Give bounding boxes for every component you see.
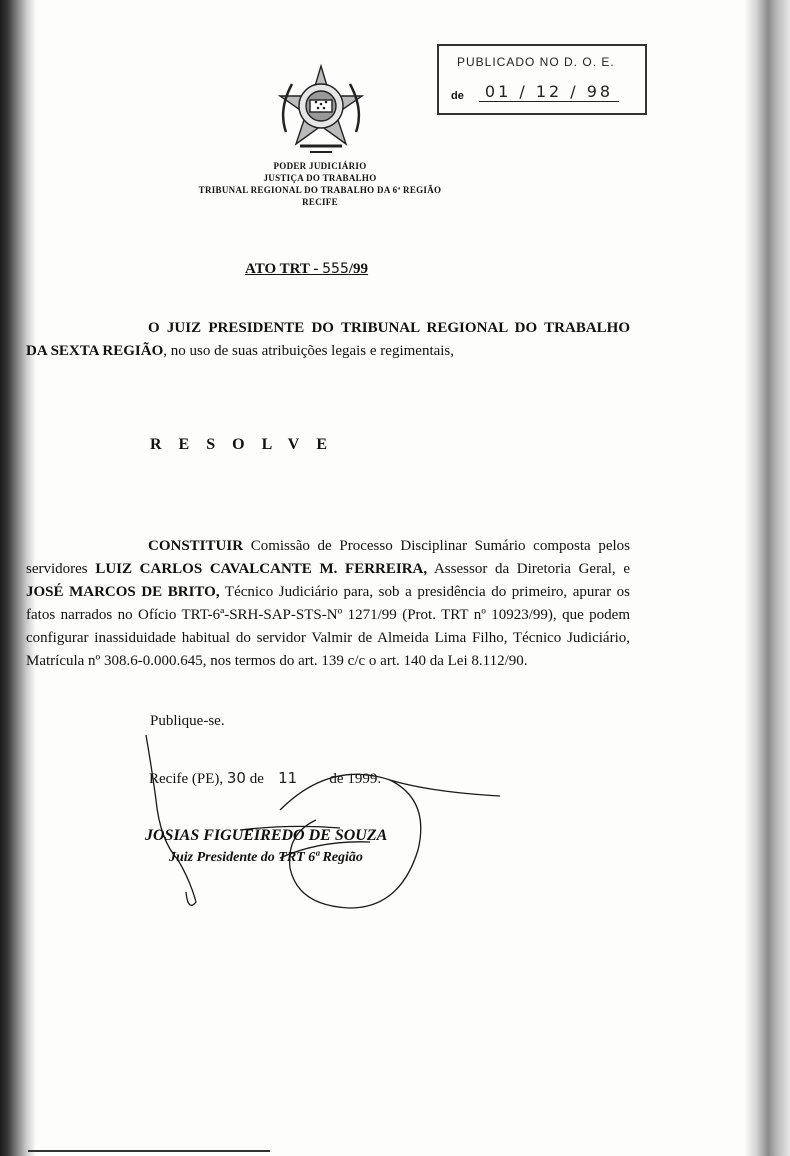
intro-rest: , no uso de suas atribuições legais e regimentais, [163, 343, 455, 359]
bottom-rule [28, 1150, 270, 1152]
resolve-heading: RESOLVE [150, 436, 344, 453]
body-text-3: Técnico Judiciário para, sob a presidência do primeiro, apurar os fatos narrados no Ofício TRT-6ª-SRH-SAP-STS-Nº 1271/99 (Prot. TRT nº 10923/99), que podem configurar inassiduidade habitual do servidor Valmir de Almeida Lima Filho, Técnico Judiciário, Matrícula nº 308.6-0.000.645, nos termos do art. 139 c/c o art. 140 da Lei 8.112/90. [26, 584, 630, 669]
intro-paragraph [26, 317, 630, 363]
stamp-de-label: de [451, 90, 464, 102]
act-title [245, 261, 368, 278]
date-city: Recife (PE), [149, 771, 227, 787]
act-suffix: /99 [348, 261, 369, 277]
stamp-date: 01 / 12 / 98 [479, 82, 619, 102]
brazil-coat-of-arms-icon [270, 62, 372, 162]
body-paragraph [26, 535, 630, 673]
publique-line: Publique-se. [150, 713, 225, 729]
signatory-title: Juiz Presidente do TRT 6ª Região [169, 850, 363, 865]
institution-header [120, 160, 520, 208]
signatory-name: JOSIAS FIGUEIREDO DE SOUZA [145, 827, 388, 844]
body-text-1: Comissão de Processo Disciplinar Sumário composta pelos servidores [26, 538, 630, 577]
act-prefix: ATO TRT - [245, 261, 323, 277]
header-line-3: TRIBUNAL REGIONAL DO TRABALHO DA 6ª REGIÃO [198, 185, 442, 195]
handwritten-signature [130, 730, 510, 920]
intro-bold: O JUIZ PRESIDENTE DO TRIBUNAL REGIONAL DO TRABALHO DA SEXTA REGIÃO [26, 320, 630, 359]
date-month: 11 [278, 769, 298, 787]
header-line-4: RECIFE [302, 197, 338, 207]
scan-right-edge [744, 0, 790, 1156]
act-number: 555 [322, 261, 349, 277]
stamp-title: PUBLICADO NO D. O. E. [457, 55, 615, 69]
date-day: 30 [226, 769, 246, 787]
header-line-1: PODER JUDICIÁRIO [273, 161, 367, 171]
body-name-1: LUIZ CARLOS CAVALCANTE M. FERREIRA, [95, 561, 428, 577]
date-year: 1999. [347, 771, 382, 787]
body-text-2: Assessor da Diretoria Geral, e [427, 561, 630, 577]
date-de-1: de [245, 771, 268, 787]
header-line-2: JUSTIÇA DO TRABALHO [263, 173, 377, 183]
publication-stamp [437, 44, 647, 115]
date-de-2: de [325, 771, 348, 787]
body-name-2: JOSÉ MARCOS DE BRITO, [26, 584, 220, 600]
body-verb: CONSTITUIR [148, 538, 244, 554]
